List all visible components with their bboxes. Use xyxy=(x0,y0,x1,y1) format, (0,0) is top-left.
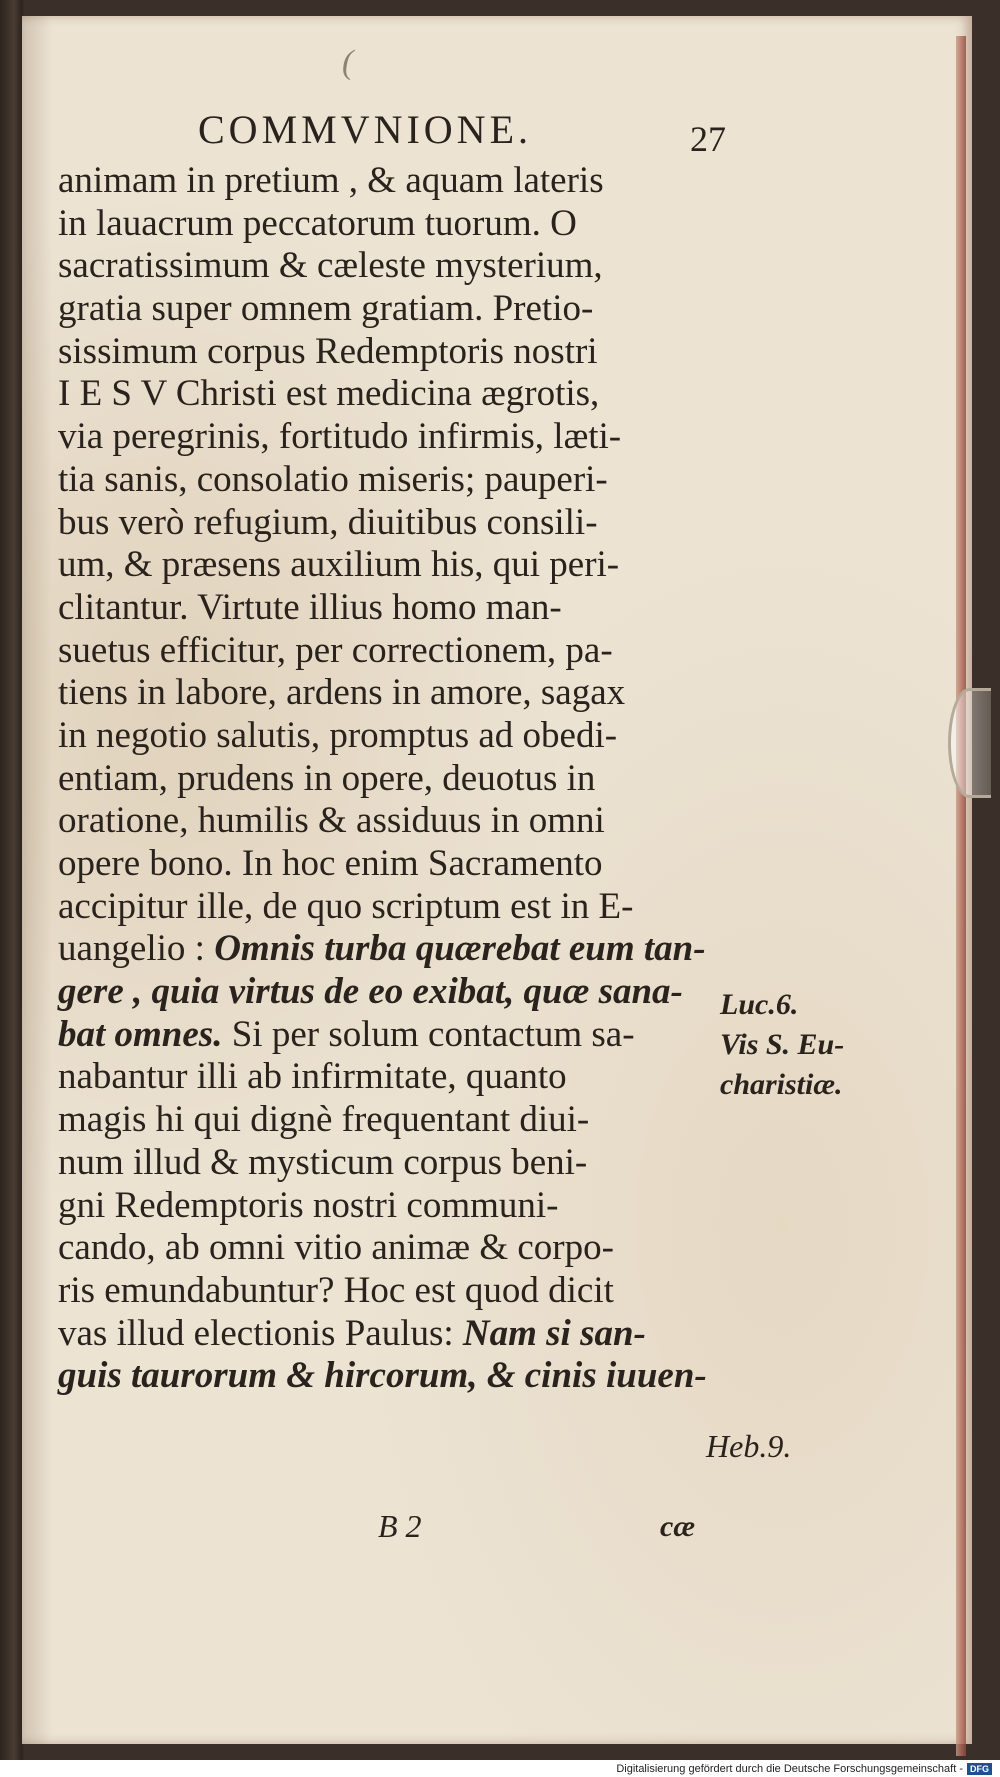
text-line xyxy=(58,1142,738,1185)
catchword: cæ xyxy=(660,1510,695,1543)
text-line xyxy=(58,1014,738,1057)
text-line xyxy=(58,886,738,929)
text-segment: tiens in labore, ardens in amore, sagax xyxy=(58,672,626,714)
text-segment: suetus efficitur, per correctionem, pa- xyxy=(58,629,613,671)
text-line xyxy=(58,203,738,246)
running-head: COMMVNIONE. xyxy=(198,107,532,152)
text-line xyxy=(58,928,738,971)
dfg-logo: DFG xyxy=(967,1763,992,1775)
text-segment: tia sanis, consolatio miseris; pauperi- xyxy=(58,458,608,500)
text-segment: uangelio : xyxy=(58,928,215,970)
footer-bar xyxy=(0,1760,1000,1777)
text-line xyxy=(58,1355,738,1398)
text-segment: ris emundabuntur? Hoc est quod dicit xyxy=(58,1269,614,1311)
text-segment: gni Redemptoris nostri communi- xyxy=(58,1184,559,1226)
page-number: 27 xyxy=(690,119,726,159)
italic-quotation: bat omnes. xyxy=(58,1013,223,1055)
text-line xyxy=(58,587,738,630)
text-line xyxy=(58,1313,738,1356)
italic-quotation: Omnis turba quærebat eum tan- xyxy=(214,928,706,970)
text-segment: in negotio salutis, promptus ad obedi- xyxy=(58,714,618,756)
page-clip xyxy=(948,688,991,798)
text-segment: num illud & mysticum corpus beni- xyxy=(58,1141,588,1183)
text-segment: in lauacrum peccatorum tuorum. O xyxy=(58,202,577,244)
text-line xyxy=(58,843,738,886)
body-text xyxy=(58,160,738,1398)
footer-credit: Digitalisierung gefördert durch die Deutsche Forschungsgemeinschaft - xyxy=(616,1762,963,1775)
italic-quotation: Nam si san- xyxy=(462,1312,646,1354)
text-segment: cando, ab omni vitio animæ & corpo- xyxy=(58,1227,614,1269)
margin-note: Vis S. Eu- xyxy=(720,1028,845,1061)
text-segment: Si per solum contactum sa- xyxy=(222,1013,635,1055)
margin-note-heb: Heb.9. xyxy=(706,1428,792,1464)
text-line xyxy=(58,1270,738,1313)
text-line xyxy=(58,245,738,288)
text-segment: clitantur. Virtute illius homo man- xyxy=(58,586,562,628)
text-segment: vas illud electionis Paulus: xyxy=(58,1312,463,1354)
text-line xyxy=(58,416,738,459)
text-line xyxy=(58,758,738,801)
text-line xyxy=(58,459,738,502)
text-line xyxy=(58,672,738,715)
pencil-mark: ( xyxy=(342,44,354,81)
text-line xyxy=(58,1185,738,1228)
text-segment: nabantur illi ab infirmitate, quanto xyxy=(58,1056,567,1098)
margin-note: Luc.6. xyxy=(720,988,799,1021)
text-segment: sissimum corpus Redemptoris nostri xyxy=(58,330,598,372)
text-line xyxy=(58,502,738,545)
text-segment: animam in pretium , & aquam lateris xyxy=(58,160,604,201)
text-line xyxy=(58,331,738,374)
text-segment: bus verò refugium, diuitibus consili- xyxy=(58,501,598,543)
text-line xyxy=(58,160,738,203)
text-line xyxy=(58,630,738,673)
text-segment: magis hi qui dignè frequentant diui- xyxy=(58,1099,590,1141)
text-line xyxy=(58,1099,738,1142)
text-line xyxy=(58,971,738,1014)
margin-note: charistiæ. xyxy=(720,1068,843,1101)
text-segment: entiam, prudens in opere, deuotus in xyxy=(58,757,596,799)
margin-notes xyxy=(720,985,844,1105)
italic-quotation: guis taurorum & hircorum, & cinis iuuen- xyxy=(58,1355,707,1397)
text-line xyxy=(58,715,738,758)
text-segment: I E S V Christi est medicina ægrotis, xyxy=(58,373,600,415)
text-segment: gratia super omnem gratiam. Pretio- xyxy=(58,288,594,330)
text-segment: accipitur ille, de quo scriptum est in E- xyxy=(58,885,634,927)
text-line xyxy=(58,288,738,331)
text-line xyxy=(58,1056,738,1099)
text-segment: um, & præsens auxilium his, qui peri- xyxy=(58,544,620,586)
text-segment: opere bono. In hoc enim Sacramento xyxy=(58,843,603,884)
italic-quotation: gere , quia virtus de eo exibat, quæ sana- xyxy=(58,971,683,1013)
text-line xyxy=(58,373,738,416)
text-line xyxy=(58,1227,738,1270)
text-line xyxy=(58,800,738,843)
text-segment: sacratissimum & cæleste mysterium, xyxy=(58,245,603,287)
page-edge xyxy=(956,36,966,1756)
signature-mark: B 2 xyxy=(378,1508,422,1544)
text-line xyxy=(58,544,738,587)
text-segment: via peregrinis, fortitudo infirmis, læti- xyxy=(58,416,622,458)
text-segment: oratione, humilis & assiduus in omni xyxy=(58,800,605,842)
